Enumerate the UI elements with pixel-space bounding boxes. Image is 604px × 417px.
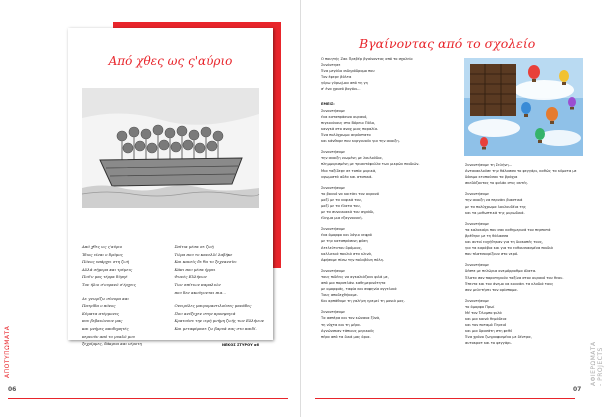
left-page-number: 06 [8,386,17,393]
right-page [300,0,604,417]
right-bottom-rule [315,398,575,399]
poem-line: Πόνος υπάρχει στη ζωή [82,259,129,265]
boat-refugees-drawing [82,88,259,208]
poem-line: ξεχρίμμες, δάκρυα και νέροτη [82,341,142,347]
poem-line: Που ανέξεχεν στην προσφυγιά [174,310,236,316]
left-bottom-rule [8,398,288,399]
poem-line: που βεβαιώνουν μας [82,318,123,324]
article-paragraph: Συναντήσαμε τα καλοκαίρι που σαν καθημερινά του περπατά βρέθηκε με τη θάλασσα και αυτοί ευχήθηκαν για τη διακοπές τους, για τα καράβια και για τα ενθουσιασμένα παιδιά που πλατσουρίζουν στο νερό. [465,221,553,257]
poem-line: Και κανείς δε θα το ξεχνανσίει [174,259,237,265]
article-column-2 [465,162,587,352]
right-section-label: ΑΦΙΕΡΩΜΑΤΑ - PROJECTS [590,341,604,386]
article-paragraph: Συναντήσαμε ένα όμορφο και λόγιο νεφρό με την καταπράσινη φύση Ατελεύτυτου δρόμους, καλλιεκιά πουλιά στα κλινά, Αφήσαμε πίσω την πολυβόυη πόλη. [321,227,384,262]
poem-line: Ονειρέλες μαυρομαντιλούσες μανάδες [174,303,252,309]
poem-line: Φωνές Ελλήνων [174,274,207,280]
article-paragraph: Συναντήσαμε την ανοιξη να περνάει βιαστικά με τα πολύχρωμα λουλουδέια της και τα μυθωπτικά της μυρωδικά. [465,192,527,215]
intro-block [321,56,449,93]
poem-column-1 [82,243,142,348]
poem-line: Τώρα που το κανελλί λαβήκε [174,251,233,257]
article-paragraph: Συναντήσαμε ένα καταπράσινο ουρανό, πιγκουίνους στο Βόρειο Πόλο, κανγκά στο αναχ μιας παραλία. Ένα πολύχρωμο αερόστατο και κάνθαρε που κυργουούν για την ανοιξη. [321,108,400,144]
poem-line: Κάπι που μέσα ήρρει [174,266,216,272]
right-page-number: 07 [573,386,582,393]
poem-line: Τον ήλιο σ'ουρανό σ'έρχεις [82,281,136,287]
poem-line: που δεν ακούγονται πια... [174,289,226,295]
emeis-label: ΕΜΕΙΣ: [321,101,335,106]
article-paragraph: Συναντήσαμε τους πιδέεις να αγκαλιάζουν φιλά με, από μια πορσελάνι καθημερινότητα με ομορφιάς, ταφία και σαφηνία αγγελικά Τους αποδεχθήκαμε. Και αρπάθαμε τη γαλήνη ηρεμεί τη μονιά μας. [321,268,405,304]
article-paragraph: Συναντήσαμε το βουνό να κοιτάει τον ουρανό μαζί με τα νυφικά του, μαζί με τα έλατα του, με τα συνοικιακά του αγράδι, έλιγμα μια εξαγνονική. [321,185,379,221]
article-title: Βγαίνοντας από το σχολείο [359,36,536,51]
poem-line: Και μεταφέρασε ζω βαρυά σας στο παιδί. [174,325,257,331]
poem-line: Δε γνωρίζω σύνορα και [82,295,129,301]
poem-line: Κρατούσε την ιερή μνήμη ζωής των Ελλήνων [174,318,264,324]
poem-line: Πατρίδα ο πόνος [82,303,116,309]
intro-line: Ο ποιητής Ζακ Πρεβέρ βγαίνοντας από το σχολείο [321,57,413,61]
poem-author-signature: ΝΕΚΟΣ ΣΤΥΡΟΥ α6 [221,343,259,347]
intro-line: Ένα μεγάλο σιδηρόδρομο που [321,69,375,74]
article-paragraph: Συναντήσαμε το όμορφο Πρωί Μέ τον Όλυμπο ψιλά και μια κοινά θεμάδεια και τον ποταμό Πηνειό και μια δροσάτη στη φεθύ Ένα χρόνο ζωγραφισμένο με δέντρα, αυτοκρατ και το φεγγάρι. [465,298,532,346]
intro-line: Τον έφερε βόλτα [321,75,352,80]
poem-card [68,28,273,347]
poem-title: Από χθες ως ς'αύριο [108,54,233,68]
intro-line: Συνάντησε [321,63,341,68]
poem-line: Σπίτια μέσα σε ζωή [174,244,214,249]
poem-line: περνούν από το μυαλό μου [82,333,135,339]
poem-line: και μνήμες αποδημητές [82,325,129,331]
poem-line: Αλλά σήμερα και τρέμεις [82,266,133,272]
poem-line: Ίδιος είναι ο δρόμος [82,251,123,257]
poem-columns [82,243,264,348]
article-paragraph: Συναντήσαμε την ανοιξη νιωμένη με λουλούδια, πλημμυρισμένη με τριαντάφυλλα των μικρών παιδιών. Μια ταξίδεψε σε τοπία μυρικά, υψωμιστά αδέα και ατοπικά. [321,150,420,179]
hot-air-balloon-collage [464,58,583,156]
article-paragraph: Συναντήσαμε τη Σελήνη... Αντανακλούσε την θάλασσα το φεγγάρι, καθώς τα κύματα με δόσιμο κτυπούσαν τα βράχια σκεδάζοντας το φυλάκ στις ακτές. [465,163,577,186]
left-page [0,0,298,417]
poem-line: Από χθες ως ς'αύριο [82,244,123,249]
article-column-1 [321,56,449,345]
intro-line: σ' ένα χρυσό βαγόνι... [321,87,361,92]
poem-line: Πού'ν μας τέρρα δύρηέ [82,274,128,280]
poem-line: Κύματα ατέρμονες [82,310,120,316]
left-section-label: ΑΠΟΤΥΠΩΜΑΤΑ [4,325,11,378]
poem-line: Των σπίτιων παραλιών [174,281,221,287]
article-paragraph: Συναντήσαμε δέσπε με πελώρια ανεμόρροθμα όλατα. Έλατα σαν παρατηρούν ταξίνα στον ουρανό του θεου. Έπειτα και τον άνεμο να κουνάει τα κλαδιά τους σαν μελετήσει τον ορίσπομα. [465,263,564,292]
poem-column-2 [175,243,265,348]
article-paragraph: Συναντήσαμε Τα ασπέρα και τον κώνανα ζύνά, τη νύχτα και τη μέρα. Αγνώνσκαν τάπιους μερικούς πέρα από τα δικά μας όρια. [321,310,381,339]
intro-line: γύρω γύρω/μου από τη γη [321,81,368,86]
